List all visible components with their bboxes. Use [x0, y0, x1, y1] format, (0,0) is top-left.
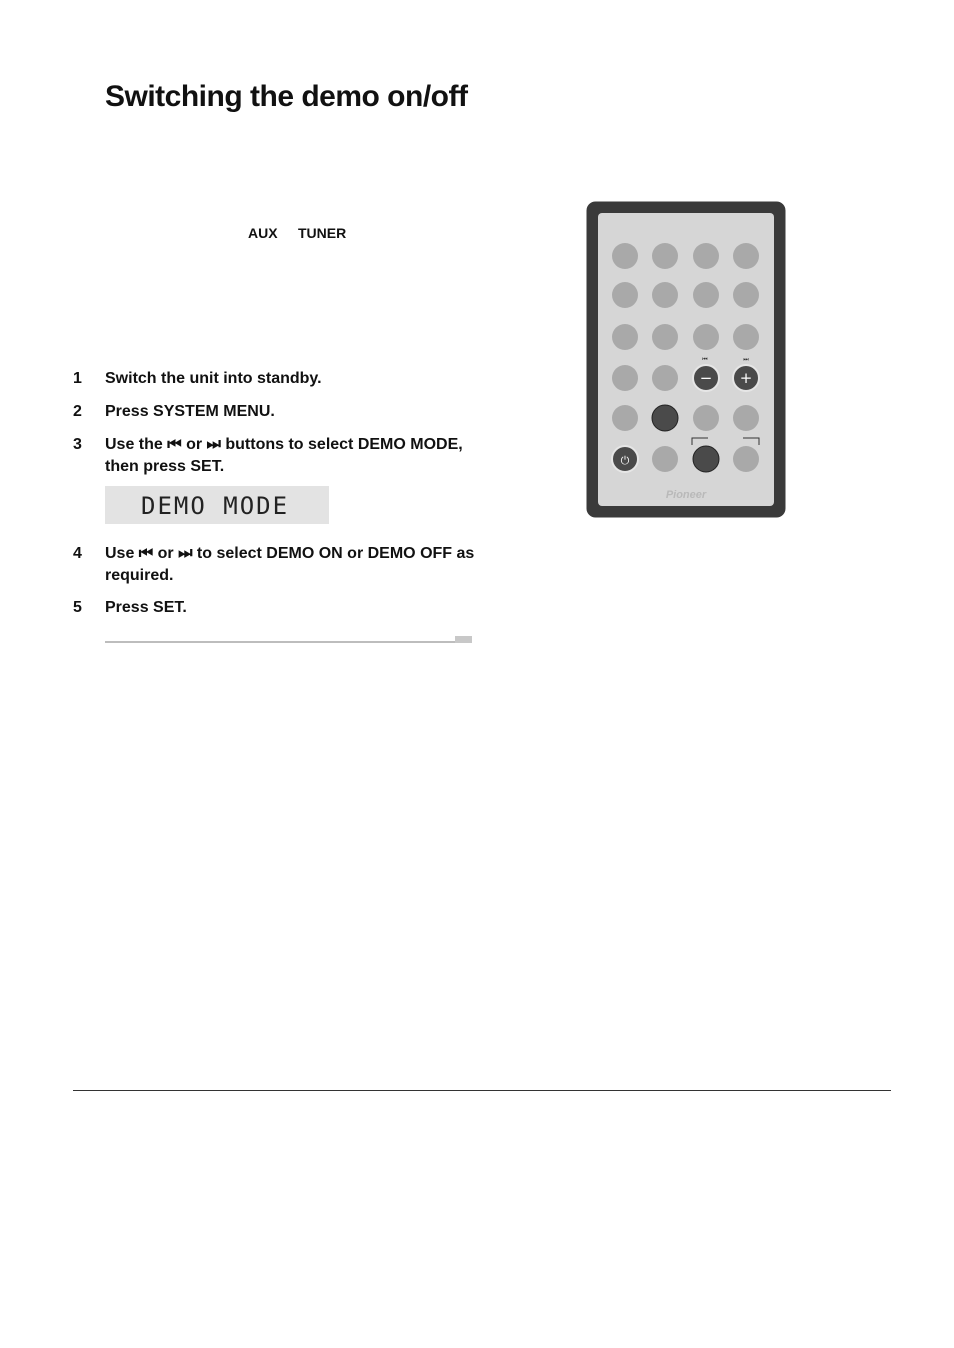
next-track-icon: ⏭	[743, 356, 749, 363]
step-text: Press SYSTEM MENU.	[105, 403, 275, 420]
remote-button	[612, 282, 638, 308]
remote-button	[612, 243, 638, 269]
remote-button	[652, 324, 678, 350]
set-button	[652, 405, 678, 431]
step-number: 5	[73, 599, 82, 616]
remote-button	[612, 405, 638, 431]
step-text: Switch the unit into standby.	[105, 370, 322, 387]
step-text: Use ⏮ or ⏭ to select DEMO ON or DEMO OFF as required.	[105, 545, 475, 584]
step-text: Press SET.	[105, 599, 187, 616]
section-end-line	[105, 641, 457, 643]
section-end-marker	[455, 636, 472, 643]
remote-button	[733, 324, 759, 350]
remote-button	[693, 405, 719, 431]
remote-button	[652, 243, 678, 269]
step-number: 2	[73, 403, 82, 420]
lcd-display: DEMO MODE	[105, 486, 329, 524]
system-menu-button	[693, 446, 719, 472]
minus-icon: −	[699, 369, 713, 387]
remote-control-illustration	[586, 201, 786, 518]
remote-button	[652, 282, 678, 308]
step-number: 1	[73, 370, 82, 387]
power-icon: ⏻	[620, 454, 630, 467]
remote-button	[693, 324, 719, 350]
tuner-label: TUNER	[298, 225, 347, 241]
aux-label: AUX	[248, 225, 278, 241]
remote-button	[733, 405, 759, 431]
remote-button	[733, 446, 759, 472]
remote-button	[652, 446, 678, 472]
footer-rule	[73, 1090, 891, 1091]
step-text: Use the ⏮ or ⏭ buttons to select DEMO MODE, then press SET.	[105, 436, 463, 475]
remote-button	[612, 365, 638, 391]
remote-button	[733, 282, 759, 308]
step-number: 4	[73, 545, 82, 562]
remote-button	[612, 324, 638, 350]
prev-track-icon: ⏮	[702, 356, 708, 363]
remote-button	[652, 365, 678, 391]
pioneer-logo: Pioneer	[665, 489, 707, 501]
step-number: 3	[73, 436, 82, 453]
plus-icon: +	[739, 369, 753, 387]
remote-button	[693, 243, 719, 269]
remote-button	[733, 243, 759, 269]
page-title: Switching the demo on/off	[105, 80, 468, 113]
remote-button	[693, 282, 719, 308]
